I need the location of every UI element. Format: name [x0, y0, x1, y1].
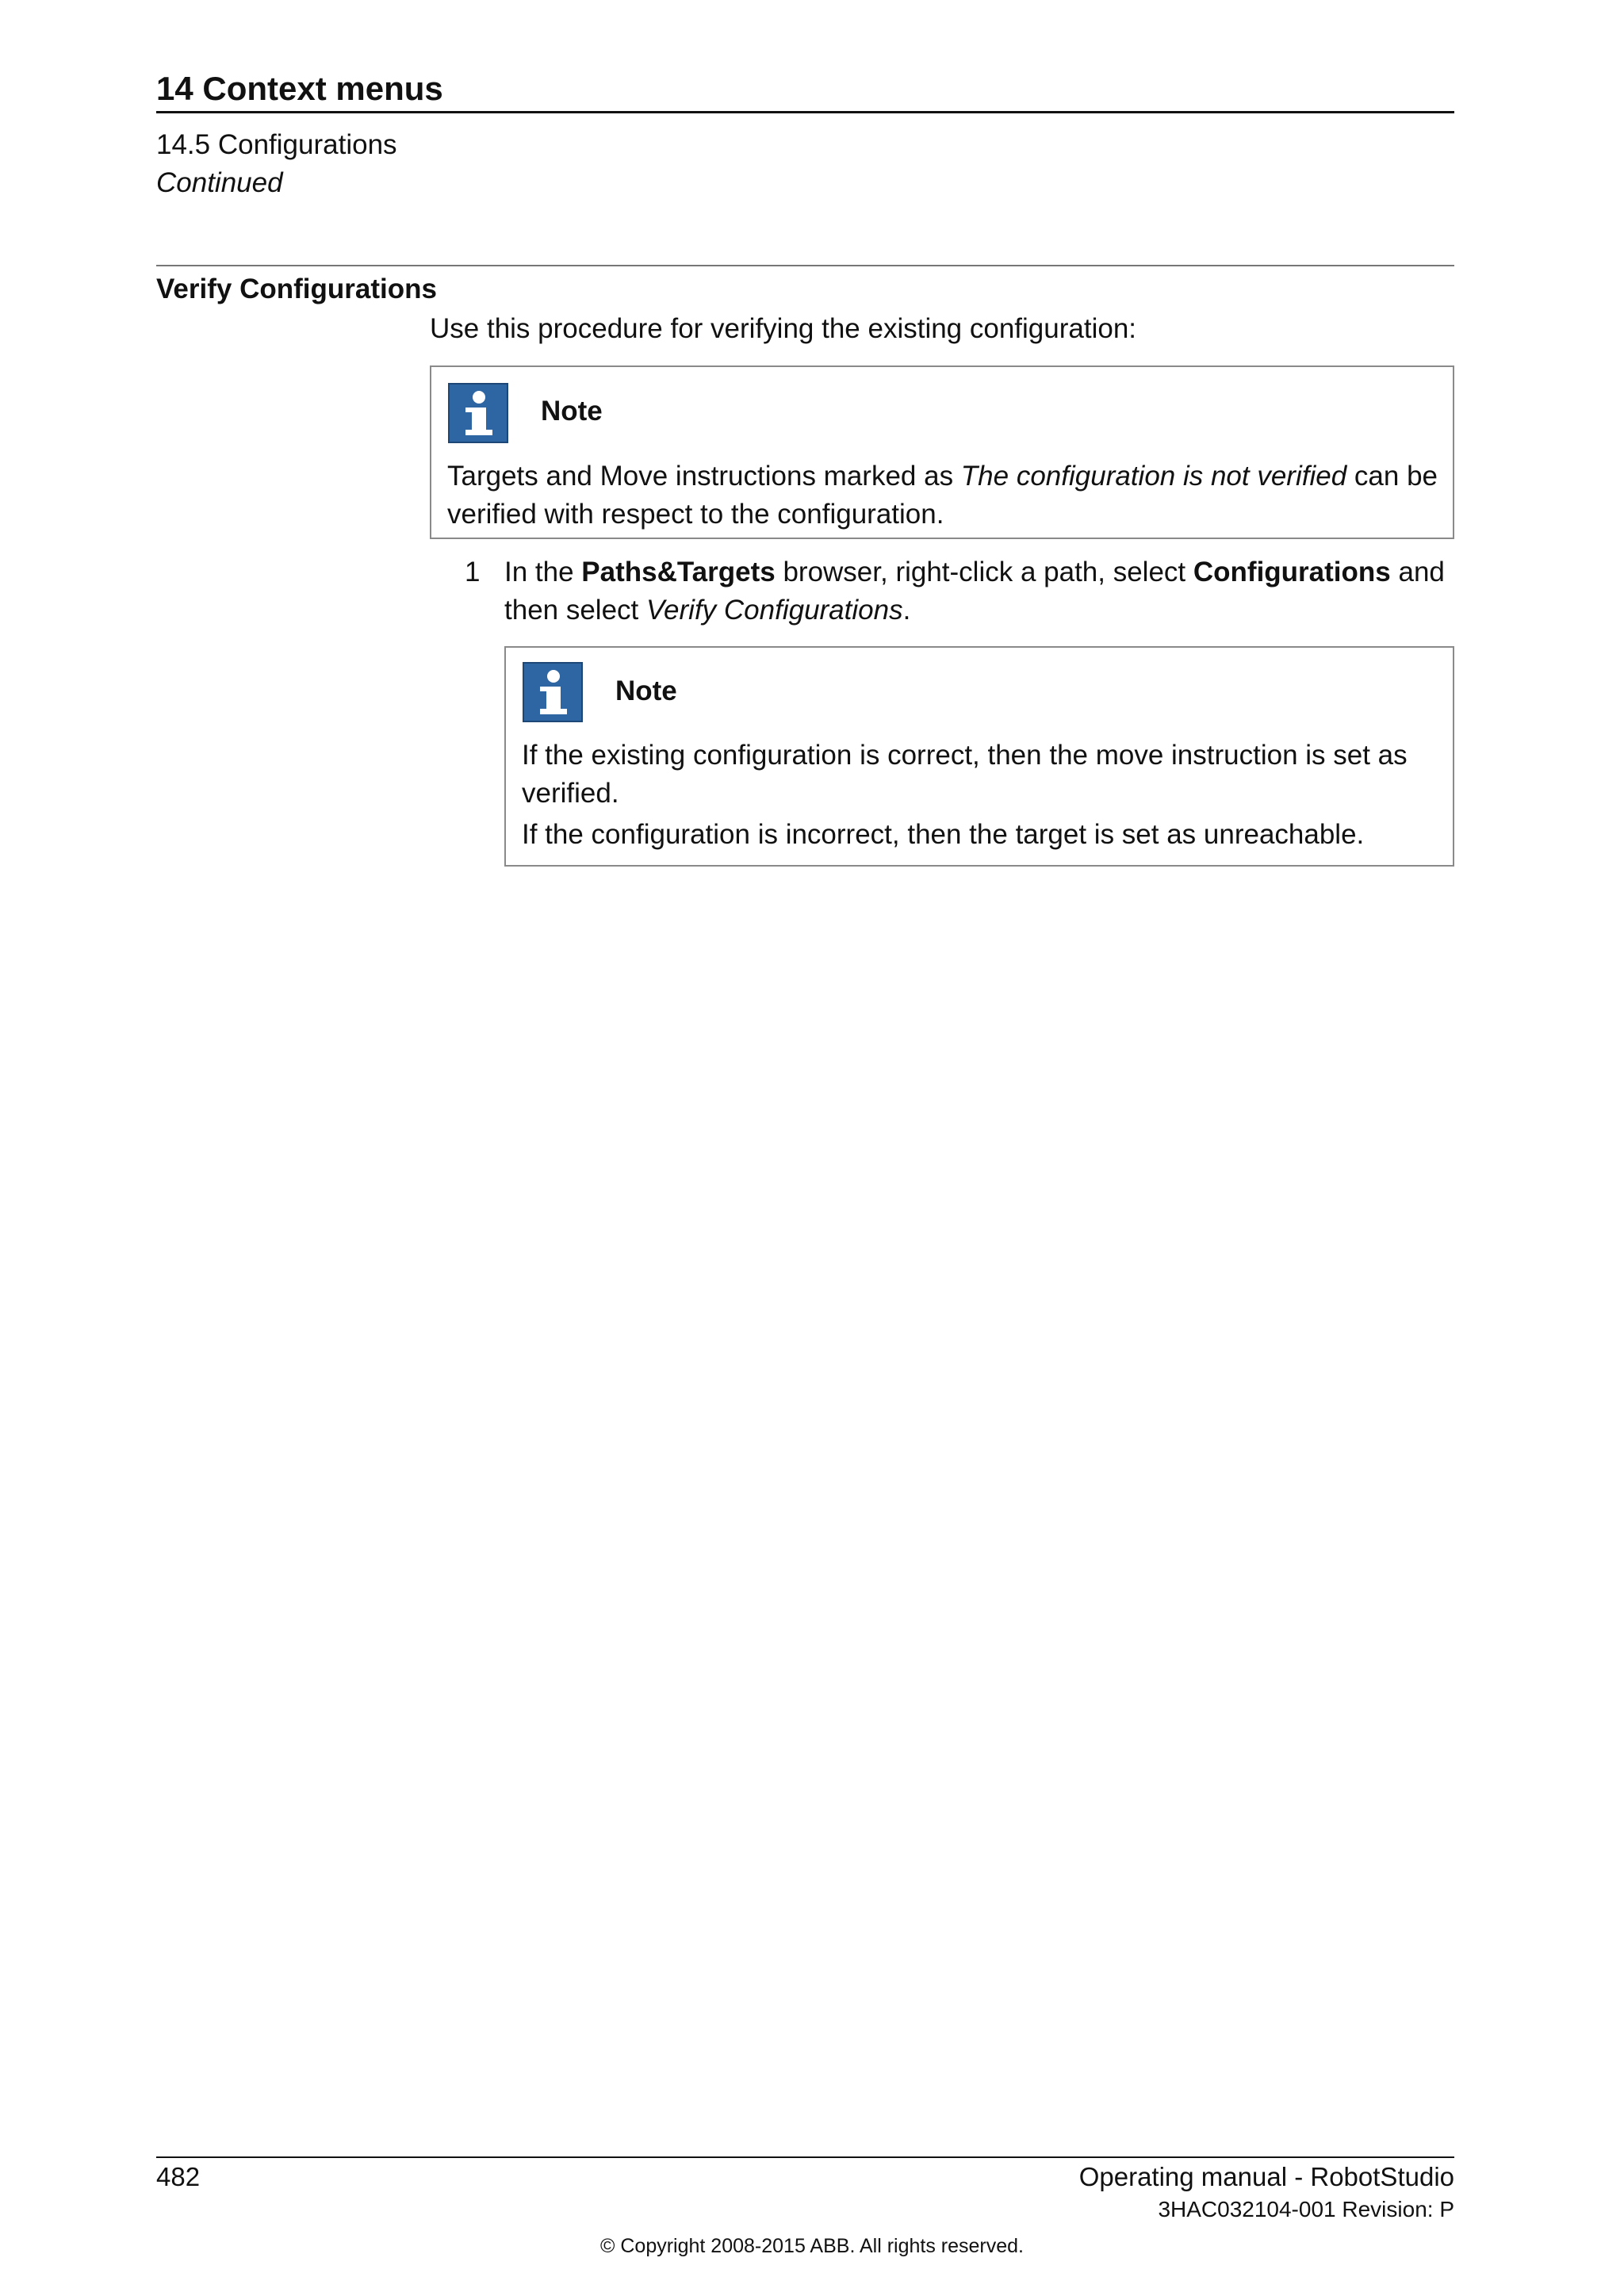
footer-divider [156, 2156, 1454, 2158]
note-text [447, 457, 1438, 534]
section-number: 14.5 Configurations [156, 129, 397, 160]
step-text-part: and then select [504, 557, 1445, 626]
manual-title: Operating manual - RobotStudio [1078, 2162, 1454, 2191]
step-text-part: browser, right-click a path, select [775, 557, 1193, 587]
step-text-bold: Paths&Targets [581, 557, 776, 587]
step-text-bold: Configurations [1193, 557, 1391, 587]
chapter-divider [156, 111, 1454, 113]
step-text-part: In the [504, 557, 582, 587]
info-icon [523, 662, 583, 722]
intro-paragraph: Use this procedure for verifying the existing configuration: [430, 313, 1137, 344]
note-box-2 [504, 646, 1454, 867]
info-icon [448, 383, 508, 443]
note-heading: Note [541, 396, 603, 427]
note-text-italic: The configuration is not verified [960, 461, 1347, 492]
section-divider [156, 265, 1454, 266]
chapter-title: 14 Context menus [156, 70, 443, 107]
step-text-italic: Verify Configurations [646, 595, 903, 626]
note-paragraph-2: If the configuration is incorrect, then the target is set as unreachable. [522, 819, 1365, 850]
page-number: 482 [156, 2162, 201, 2191]
note-text-part: can be verified with respect to the configuration. [447, 461, 1438, 530]
step-number: 1 [465, 557, 481, 587]
note-box-1 [430, 365, 1454, 539]
note-heading: Note [615, 675, 677, 706]
document-id: 3HAC032104-001 Revision: P [1158, 2197, 1454, 2221]
step-text [504, 553, 1454, 629]
copyright-notice: © Copyright 2008-2015 ABB. All rights reserved. [600, 2235, 1024, 2257]
subsection-title: Verify Configurations [156, 274, 437, 304]
continued-label: Continued [156, 167, 283, 198]
step-text-part: . [902, 595, 911, 626]
note-paragraph-1: If the existing configuration is correct, then the move instruction is set as verified. [522, 740, 1408, 809]
note-text-part: Targets and Move instructions marked as [447, 461, 961, 492]
